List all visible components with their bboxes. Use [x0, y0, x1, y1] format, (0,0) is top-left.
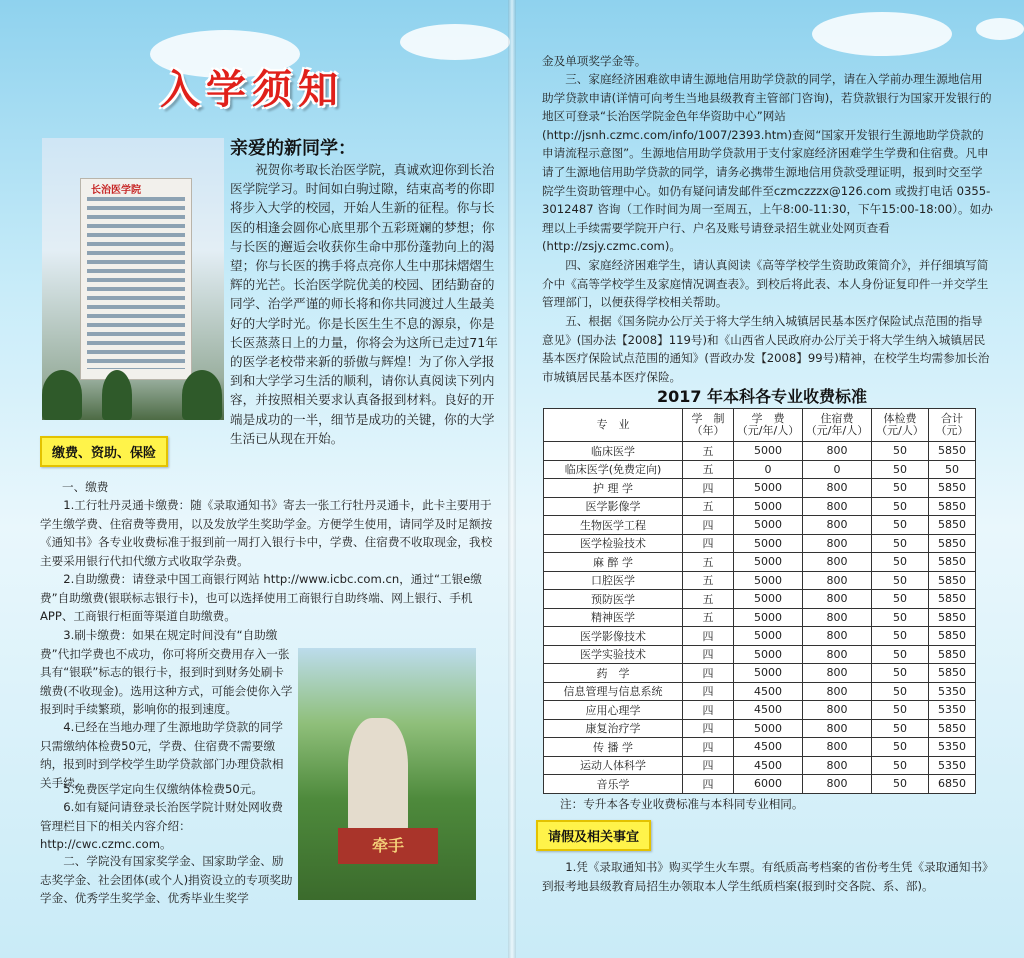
table-cell: 50 — [872, 534, 929, 553]
table-cell: 5350 — [929, 701, 976, 720]
table-cell: 临床医学(免费定向) — [544, 460, 683, 479]
fee-item-1: 1.工行牡丹灵通卡缴费：随《录取通知书》寄去一张工行牡丹灵通卡，此卡主要用于学生缴学费、住宿费等费用，以及发放学生奖助学金。方便学生使用，请同学及时足额按《通知书》各专业收费标准于报到前一周打入银行卡中，学费、住宿费不收取现金，我校主要采用银行代扣代缴方式收取学杂费。 — [40, 498, 493, 568]
table-cell: 50 — [872, 701, 929, 720]
table-cell: 800 — [803, 479, 872, 498]
table-row — [544, 442, 976, 461]
table-cell: 四 — [683, 534, 734, 553]
table-row — [544, 738, 976, 757]
table-cell: 50 — [929, 460, 976, 479]
table-cell: 800 — [803, 553, 872, 572]
table-cell: 医学实验技术 — [544, 645, 683, 664]
table-cell: 800 — [803, 738, 872, 757]
fee-item-5: 5.免费医学定向生仅缴纳体检费50元。 — [63, 782, 263, 796]
fee-item-4: 4.已经在当地办理了生源地助学贷款的同学只需缴纳体检费50元，学费、住宿费不需要缴纳，报到时到学校学生助学贷款部门办理贷款相关手续。 — [40, 720, 284, 790]
table-row — [544, 701, 976, 720]
table-cell: 50 — [872, 608, 929, 627]
table-cell: 50 — [872, 460, 929, 479]
table-cell: 800 — [803, 534, 872, 553]
table-cell: 5000 — [734, 590, 803, 609]
campus-building-photo — [42, 138, 224, 420]
fee-item-2: 2.自助缴费：请登录中国工商银行网站 http://www.icbc.com.cn，通过“工银e缴费”自助缴费(银联标志银行卡)，也可以选择使用工商银行自助终端、网上银行、手机APP、工商银行柜面等渠道自助缴费。 — [40, 572, 482, 624]
table-cell: 5000 — [734, 664, 803, 683]
table-cell: 50 — [872, 664, 929, 683]
table-cell: 音乐学 — [544, 775, 683, 794]
fee-item-6: 6.如有疑问请登录长治医学院计财处网收费管理栏目下的相关内容介绍：http://cwc.czmc.com。 — [40, 800, 283, 852]
table-cell: 50 — [872, 479, 929, 498]
table-cell: 5000 — [734, 442, 803, 461]
table-cell: 800 — [803, 571, 872, 590]
table-cell: 50 — [872, 590, 929, 609]
statue-image — [348, 718, 408, 838]
table-cell: 50 — [872, 627, 929, 646]
fee-item-3: 3.刷卡缴费：如果在规定时间没有“自助缴费”代扣学费也不成功，你可将所交费用存入一张具有“银联”标志的银行卡，报到时到财务处刷卡缴费(不收现金)。选用这种方式，可能会使你入学报到时手续繁琐，影响你的报到速度。 — [40, 628, 293, 717]
table-cell: 5850 — [929, 719, 976, 738]
table-cell: 四 — [683, 516, 734, 535]
table-cell: 50 — [872, 738, 929, 757]
welcome-letter: 祝贺你考取长治医学院，真诚欢迎你到长治医学院学习。时间如白驹过隙，结束高考的你即将步入大学的校园，开始人生新的征程。你与长医的相逢会圆你心底里那个五彩斑斓的梦想；你与长医的邂逅会收获你生命中那份蓬勃向上的渴望；你与长医的携手将点亮你人生中那抹熠熠生辉的光芒。长治医学院优美的校园、团结勤奋的同学、治学严谨的师长将和你共同渡过人生最美好的大学时光。你是长医生生不息的源泉，你是长医蒸蒸日上的力量，你将会为这所已走过71年的医学老校带来新的骄傲与辉煌！为了你入学报到和大学学习生活的顺利，请你认真阅读下列内容，并按照相关要求认真备报到材料。良好的开端是成功的一半，细节是成功的关键，你的大学生活已从现在开始。 — [230, 162, 498, 446]
table-row — [544, 590, 976, 609]
table-row — [544, 497, 976, 516]
table-cell: 预防医学 — [544, 590, 683, 609]
table-cell: 4500 — [734, 701, 803, 720]
table-row — [544, 645, 976, 664]
table-cell: 5850 — [929, 571, 976, 590]
loan-paragraph: 三、家庭经济困难欲申请生源地信用助学贷款的同学，请在入学前办理生源地信用助学贷款申请(详情可向考生当地县级教育主管部门咨询)，若贷款银行为国家开发银行的地区可登录“长治医学院金色年华资助中心”网站(http://jsnh.czmc.com/info/1007/2393.htm)查阅“国家开发银行生源地助学贷款的申请流程示意图”。生源地信用助学贷款用于支付家庭经济困难学生学费和住宿费。凡申请了生源地信用助学贷款的同学，请务必携带生源地信用贷款受理证明，报到时交至学院学生资助管理中心。如仍有疑问请发邮件至czmczzzx@126.com 或拨打电话 0355-3012487 咨询（工作时间为周一至周五，上午8:00-11:30，下午15:00-18:00）。如办理以上手续需要学院开户行、户名及账号请登录招生就业处网页查看(http://zsjy.czmc.com)。 — [542, 72, 993, 254]
column-header: 体检费 （元/人） — [872, 409, 929, 442]
table-cell: 5350 — [929, 738, 976, 757]
table-cell: 康复治疗学 — [544, 719, 683, 738]
table-cell: 医学影像学 — [544, 497, 683, 516]
table-cell: 5000 — [734, 627, 803, 646]
continuation-line: 金及单项奖学金等。 — [542, 54, 647, 68]
table-cell: 口腔医学 — [544, 571, 683, 590]
table-cell: 四 — [683, 775, 734, 794]
table-cell: 50 — [872, 553, 929, 572]
column-header: 学 费 （元/年/人） — [734, 409, 803, 442]
building-image — [80, 178, 192, 380]
table-cell: 生物医学工程 — [544, 516, 683, 535]
table-cell: 800 — [803, 756, 872, 775]
table-row — [544, 460, 976, 479]
column-header: 学 制 （年） — [683, 409, 734, 442]
table-cell: 五 — [683, 553, 734, 572]
table-cell: 5850 — [929, 608, 976, 627]
table-cell: 5850 — [929, 442, 976, 461]
table-cell: 800 — [803, 627, 872, 646]
salutation: 亲爱的新同学： — [230, 138, 356, 159]
table-cell: 50 — [872, 756, 929, 775]
table-cell: 药 学 — [544, 664, 683, 683]
table-row — [544, 516, 976, 535]
scholarship-paragraph: 二、学院没有国家奖学金、国家助学金、励志奖学金、社会团体(或个人)捐资设立的专项奖助学金、优秀学生奖学金、优秀毕业生奖学 — [40, 854, 293, 906]
table-cell: 五 — [683, 460, 734, 479]
fee-table-title: 2017 年本科各专业收费标准 — [656, 387, 868, 406]
table-row — [544, 756, 976, 775]
table-cell: 5000 — [734, 479, 803, 498]
table-cell: 四 — [683, 682, 734, 701]
fee-table — [543, 408, 976, 794]
table-cell: 800 — [803, 516, 872, 535]
table-cell: 6000 — [734, 775, 803, 794]
page-title: 入学须知 — [160, 66, 344, 113]
table-cell: 800 — [803, 701, 872, 720]
column-header: 专 业 — [544, 409, 683, 442]
table-cell: 5000 — [734, 497, 803, 516]
table-cell: 50 — [872, 516, 929, 535]
table-cell: 五 — [683, 608, 734, 627]
section-tag-fees: 缴费、资助、保险 — [40, 436, 168, 467]
table-cell: 5850 — [929, 590, 976, 609]
table-cell: 5850 — [929, 479, 976, 498]
table-cell: 信息管理与信息系统 — [544, 682, 683, 701]
table-cell: 麻 醉 学 — [544, 553, 683, 572]
insurance-paragraph: 五、根据《国务院办公厅关于将大学生纳入城镇居民基本医疗保险试点范围的指导意见》(国办法【2008】119号)和《山西省人民政府办公厅关于将大学生纳入城镇居民基本医疗保险试点范围的通知》(晋政办发【2008】99号)精神，在校学生均需参加长治市城镇居民基本医疗保险。 — [542, 314, 990, 384]
statue-label: 牵手 — [338, 828, 438, 864]
table-cell: 四 — [683, 627, 734, 646]
table-cell: 五 — [683, 571, 734, 590]
table-cell: 800 — [803, 497, 872, 516]
table-cell: 5850 — [929, 497, 976, 516]
table-cell: 四 — [683, 701, 734, 720]
fee-table-body — [544, 442, 976, 794]
table-cell: 5850 — [929, 645, 976, 664]
table-cell: 50 — [872, 442, 929, 461]
table-row — [544, 682, 976, 701]
table-cell: 50 — [872, 682, 929, 701]
table-cell: 5850 — [929, 534, 976, 553]
table-cell: 四 — [683, 664, 734, 683]
table-cell: 5850 — [929, 664, 976, 683]
table-cell: 护 理 学 — [544, 479, 683, 498]
table-row — [544, 571, 976, 590]
table-note: 注：专升本各专业收费标准与本科同专业相同。 — [560, 797, 804, 811]
table-cell: 四 — [683, 479, 734, 498]
table-cell: 50 — [872, 775, 929, 794]
table-cell: 5350 — [929, 682, 976, 701]
leave-paragraph: 1.凭《录取通知书》购买学生火车票。有纸质高考档案的省份考生凭《录取通知书》到报考地县级教育局招生办领取本人学生纸质档案(报到时交各院、系、部)。 — [542, 860, 988, 893]
table-header-row — [544, 409, 976, 442]
table-cell: 5850 — [929, 553, 976, 572]
table-cell: 五 — [683, 442, 734, 461]
table-cell: 5000 — [734, 571, 803, 590]
table-row — [544, 664, 976, 683]
table-cell: 医学检验技术 — [544, 534, 683, 553]
column-header: 住宿费 （元/年/人） — [803, 409, 872, 442]
table-cell: 应用心理学 — [544, 701, 683, 720]
table-cell: 50 — [872, 645, 929, 664]
table-cell: 4500 — [734, 738, 803, 757]
table-cell: 6850 — [929, 775, 976, 794]
table-cell: 临床医学 — [544, 442, 683, 461]
column-header: 合计 （元） — [929, 409, 976, 442]
table-cell: 800 — [803, 719, 872, 738]
table-cell: 四 — [683, 738, 734, 757]
statue-photo — [298, 648, 476, 900]
table-cell: 800 — [803, 590, 872, 609]
table-cell: 五 — [683, 590, 734, 609]
table-row — [544, 534, 976, 553]
table-row — [544, 775, 976, 794]
table-cell: 4500 — [734, 682, 803, 701]
table-cell: 0 — [734, 460, 803, 479]
table-cell: 5350 — [929, 756, 976, 775]
table-cell: 医学影像技术 — [544, 627, 683, 646]
table-cell: 5000 — [734, 534, 803, 553]
table-cell: 800 — [803, 645, 872, 664]
table-cell: 四 — [683, 645, 734, 664]
table-cell: 四 — [683, 719, 734, 738]
section-tag-leave: 请假及相关事宜 — [536, 820, 651, 851]
table-row — [544, 627, 976, 646]
table-cell: 800 — [803, 442, 872, 461]
table-cell: 五 — [683, 497, 734, 516]
table-cell: 精神医学 — [544, 608, 683, 627]
table-cell: 传 播 学 — [544, 738, 683, 757]
table-cell: 四 — [683, 756, 734, 775]
table-cell: 50 — [872, 497, 929, 516]
table-cell: 50 — [872, 719, 929, 738]
table-cell: 5000 — [734, 516, 803, 535]
table-cell: 5000 — [734, 608, 803, 627]
table-row — [544, 479, 976, 498]
table-cell: 4500 — [734, 756, 803, 775]
table-row — [544, 553, 976, 572]
table-cell: 0 — [803, 460, 872, 479]
table-cell: 800 — [803, 775, 872, 794]
table-row — [544, 608, 976, 627]
table-cell: 5850 — [929, 516, 976, 535]
table-cell: 800 — [803, 608, 872, 627]
building-sign: 长治医学院 — [91, 185, 141, 196]
survey-paragraph: 四、家庭经济困难学生，请认真阅读《高等学校学生资助政策简介》，并仔细填写简介中《高等学校学生及家庭情况调查表》。到校后将此表、本人身份证复印件一并交学生管理部门，以便获得学校相关帮助。 — [542, 258, 989, 310]
table-cell: 5850 — [929, 627, 976, 646]
table-cell: 800 — [803, 682, 872, 701]
heading-fees: 一、缴费 — [62, 480, 109, 494]
table-cell: 800 — [803, 664, 872, 683]
table-cell: 5000 — [734, 719, 803, 738]
table-cell: 5000 — [734, 645, 803, 664]
table-cell: 50 — [872, 571, 929, 590]
table-row — [544, 719, 976, 738]
table-cell: 5000 — [734, 553, 803, 572]
table-cell: 运动人体科学 — [544, 756, 683, 775]
